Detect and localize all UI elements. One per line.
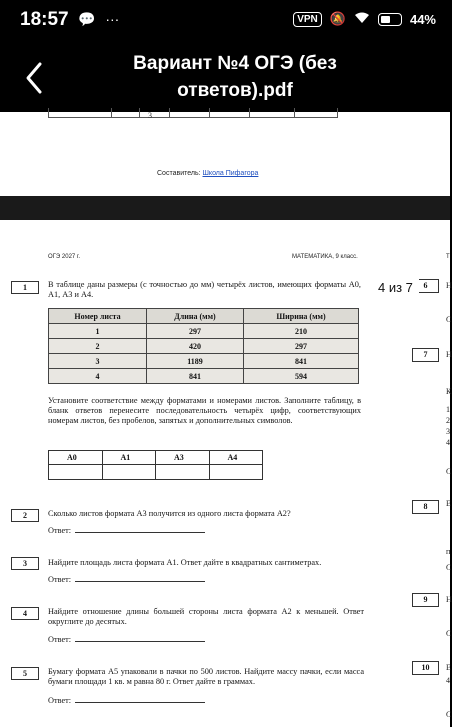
table-row — [49, 324, 359, 339]
table-cell: 420 — [147, 339, 244, 354]
question-number-1: 1 — [11, 281, 39, 294]
table-cell: 1189 — [147, 354, 244, 369]
answer-cell — [156, 465, 210, 480]
next-page-fragment: 2 — [446, 416, 450, 425]
mute-icon: 🔕 — [329, 11, 346, 26]
previous-page-table-number: 3 — [148, 111, 152, 120]
table-cell: 2 — [49, 339, 147, 354]
answer-header: А4 — [209, 451, 263, 465]
next-question-number-7: 7 — [412, 348, 439, 362]
page-header-right: МАТЕМАТИКА, 9 класс. — [292, 254, 358, 260]
answer-line-3 — [48, 575, 205, 584]
answer-line-5 — [48, 696, 205, 705]
question-number-3: 3 — [11, 557, 39, 570]
answer-header: А1 — [102, 451, 156, 465]
table-cell: 1 — [49, 324, 147, 339]
table-cell: 4 — [49, 369, 147, 384]
question-number-4: 4 — [11, 607, 39, 620]
back-button[interactable] — [20, 60, 50, 96]
next-page-fragment: 4 — [446, 676, 450, 685]
page-header-left: ОГЭ 2027 г. — [48, 254, 81, 260]
compiler-label: Составитель: — [157, 170, 201, 177]
page-indicator: 4 из 7 — [372, 278, 419, 297]
answer-match-table — [48, 450, 263, 480]
answer-cell — [102, 465, 156, 480]
question-4-text: Найдите отношение длины большей стороны листа формата А2 к меньшей. Ответ округлите до десятых. — [48, 607, 364, 626]
next-question-number-8: 8 — [412, 500, 439, 514]
next-page-fragment: К — [446, 387, 452, 396]
table-row — [49, 339, 359, 354]
table-row — [49, 369, 359, 384]
battery-percent: 44% — [409, 11, 436, 27]
status-right — [293, 11, 436, 27]
next-page-fragment: 4 — [446, 438, 450, 447]
answer-blank-row — [49, 465, 263, 480]
question-1-instruction: Установите соответствие между форматами и номерами листов. Заполните таблицу, в бланк ответов перенесите последовательность четырёх цифр, соответствующих номерам листов, без пробелов, запятых и дополнительных символов. — [48, 396, 361, 425]
title-bar — [0, 40, 450, 112]
status-bar — [0, 0, 450, 40]
answer-cell — [209, 465, 263, 480]
answer-underline — [75, 575, 205, 582]
table-cell: 297 — [147, 324, 244, 339]
answer-label: Ответ: — [48, 575, 72, 584]
answer-label: Ответ: — [48, 696, 72, 705]
question-1-text: В таблице даны размеры (с точностью до мм) четырёх листов, имеющих форматы А0, А1, А3 и А4. — [48, 280, 361, 299]
document-title: Вариант №4 ОГЭ (без ответов).pdf — [133, 53, 337, 101]
table-cell: 841 — [147, 369, 244, 384]
next-page-fragment: Е — [446, 499, 451, 508]
vpn-badge: VPN — [293, 12, 322, 27]
question-2-text: Сколько листов формата А3 получится из одного листа формата А2? — [48, 509, 291, 518]
next-question-number-6: 6 — [412, 279, 439, 293]
table-header: Номер листа — [49, 309, 147, 324]
wifi-icon — [354, 12, 370, 27]
table-cell: 841 — [244, 354, 359, 369]
next-page-header: Т — [446, 254, 450, 260]
table-header-row — [49, 309, 359, 324]
table-cell: 210 — [244, 324, 359, 339]
compiler-credit — [157, 170, 258, 177]
next-page-fragment: п — [446, 547, 451, 556]
answer-header: А3 — [156, 451, 210, 465]
question-number-2: 2 — [11, 509, 39, 522]
answer-line-2 — [48, 526, 205, 535]
next-page-fragment: С — [446, 563, 452, 572]
answer-label: Ответ: — [48, 635, 72, 644]
answer-underline — [75, 635, 205, 642]
answer-cell — [49, 465, 103, 480]
next-page-fragment: С — [446, 467, 452, 476]
table-cell: 297 — [244, 339, 359, 354]
table-cell: 3 — [49, 354, 147, 369]
answer-header: А0 — [49, 451, 103, 465]
question-5-text: Бумагу формата А5 упаковали в пачки по 500 листов. Найдите массу пачки, если масса бумаги площади 1 кв. м равна 80 г. Ответ дайте в граммах. — [48, 667, 364, 686]
next-page-fragment: С — [446, 315, 452, 324]
table-cell: 594 — [244, 369, 359, 384]
next-page-fragment: С — [446, 710, 452, 719]
next-page-fragment: Н — [446, 281, 452, 290]
next-page-fragment: Е — [446, 663, 451, 672]
compiler-link[interactable]: Школа Пифагора — [202, 170, 259, 177]
table-row — [49, 354, 359, 369]
next-page-fragment: 1 — [446, 405, 450, 414]
previous-page-table — [48, 108, 338, 118]
page-gap — [0, 196, 450, 220]
next-question-number-10: 10 — [412, 661, 439, 675]
question-3-text: Найдите площадь листа формата А1. Ответ дайте в квадратных сантиметрах. — [48, 558, 322, 567]
message-icon: 💬 — [78, 11, 96, 27]
status-time: 18:57 — [20, 9, 69, 30]
battery-icon — [378, 13, 402, 26]
chevron-left-icon — [20, 60, 50, 96]
table-header: Ширина (мм) — [244, 309, 359, 324]
next-page-fragment: Н — [446, 595, 452, 604]
more-dots-icon: ··· — [105, 11, 120, 27]
sheet-size-table — [48, 308, 359, 384]
answer-underline — [75, 526, 205, 533]
answer-header-row — [49, 451, 263, 465]
next-page-fragment: 3 — [446, 427, 450, 436]
answer-label: Ответ: — [48, 526, 72, 535]
next-question-number-9: 9 — [412, 593, 439, 607]
question-number-5: 5 — [11, 667, 39, 680]
next-page-fragment: С — [446, 629, 452, 638]
pdf-page-previous[interactable] — [0, 112, 450, 196]
table-header: Длина (мм) — [147, 309, 244, 324]
answer-underline — [75, 696, 205, 703]
answer-line-4 — [48, 635, 205, 644]
notification-icons — [78, 11, 119, 28]
next-page-fragment: Н — [446, 350, 452, 359]
